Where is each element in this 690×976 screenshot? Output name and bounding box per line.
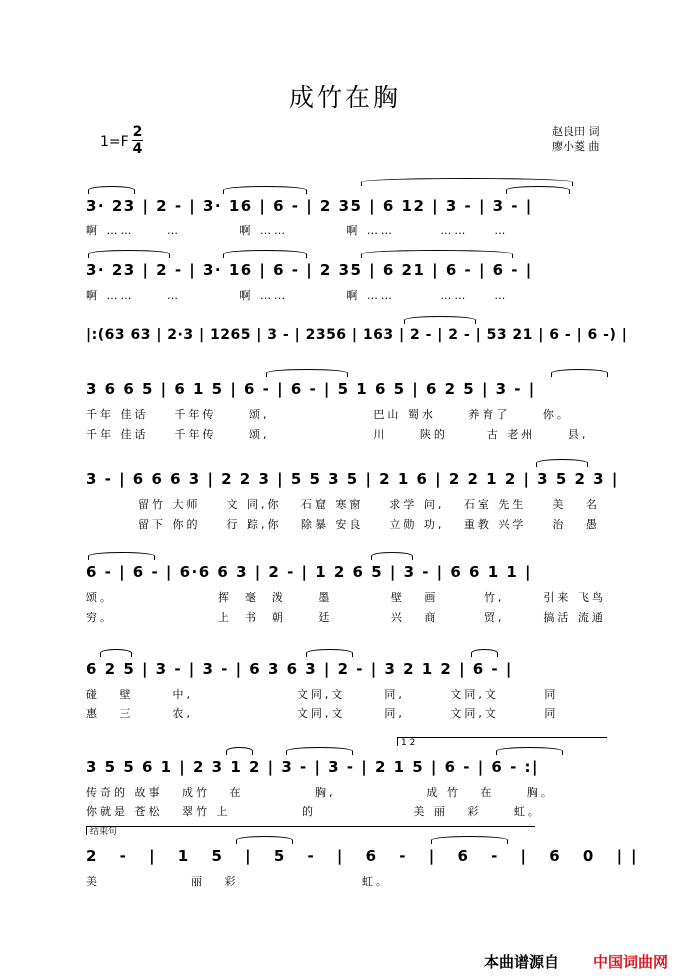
source-label: 本曲谱源自 (484, 953, 560, 971)
lyric-line: 惠 三 农, 文同,文 同, 文同,文 同 (86, 707, 559, 720)
lyric-line: 穷。 上 书 朝 廷 兴 商 贸, 搞活 流通 (86, 611, 606, 624)
score-row-1 (86, 192, 616, 220)
lyric-line: 你就是 苍松 翠竹 上 的 美 丽 彩 虹。 (86, 805, 542, 818)
score-row-3 (86, 321, 628, 349)
lyric-line: 颂。 挥 毫 泼 墨 壁 画 竹, 引来 飞鸟 (86, 591, 606, 604)
notation-line: 6 2 5 | 3 - | 3 - | 6 3 6 3 | 2 - | 3 2 1 2 | 6 - | (86, 660, 513, 678)
score-row-9 (86, 842, 646, 870)
score-row-2 (86, 256, 616, 284)
lyric-line: 啊 …… … 啊 …… 啊 …… …… … (86, 289, 509, 302)
ending-bracket: 结束句 (86, 826, 535, 835)
notation-line: 3· 23 | 2 - | 3· 16 | 6 - | 2 35 | 6 12 | 3 - | 3 - | (86, 197, 533, 215)
lyric-line: 千年 佳话 千年传 颂, 川 陕的 古 老州 县, (86, 428, 589, 441)
notation-line: 3 - | 6 6 6 3 | 2 2 3 | 5 5 3 5 | 2 1 6 | 2 2 1 2 | 3 5 2 3 | (86, 470, 619, 488)
notation-line: 2 - | 1 5 | 5 - | 6 - | 6 - | 6 0 || (86, 847, 646, 865)
time-numerator: 2 (132, 124, 143, 140)
volta-bracket: 1 2 (397, 737, 607, 746)
time-denominator: 4 (132, 141, 143, 157)
notation-line: 3 6 6 5 | 6 1 5 | 6 - | 6 - | 5 1 6 5 | 6 2 5 | 3 - | (86, 380, 536, 398)
notation-line: 6 - | 6 - | 6·6 6 3 | 2 - | 1 2 6 5 | 3 - | 6 6 1 1 | (86, 563, 532, 581)
score-row-6 (86, 558, 616, 586)
song-title: 成竹在胸 (288, 83, 401, 112)
lyric-line: 留下 你的 行 踪,你 除暴 安良 立勋 功, 重教 兴学 治 愚 (86, 518, 600, 531)
score-row-7 (86, 655, 616, 683)
lyric-line: 啊 …… … 啊 …… 啊 …… …… … (86, 224, 509, 237)
site-link[interactable]: 中国词曲网 (593, 953, 669, 971)
notation-line: 3 5 5 6 1 | 2 3 1 2 | 3 - | 3 - | 2 1 5 | 6 - | 6 - :| (86, 758, 540, 776)
lyricist-credit: 赵良田 词 (552, 125, 600, 138)
composer-credit: 廖小菱 曲 (552, 140, 600, 153)
lyric-line: 千年 佳话 千年传 颂, 巴山 蜀水 养育了 你。 (86, 408, 571, 421)
time-signature (132, 124, 143, 157)
lyric-line: 碰 壁 中, 文同,文 同, 文同,文 同 (86, 688, 559, 701)
score-row-8 (86, 753, 616, 781)
key-signature: 1=F (100, 134, 129, 150)
lyric-line: 留竹 大师 文 同,你 石窟 寒窗 求学 问, 石室 先生 美 名 (86, 498, 600, 511)
notation-line: |:(63 63 | 2·3 | 1265 | 3 - | 2356 | 163 | 2 - | 2 - | 53 21 | 6 - | 6 -) | (86, 327, 628, 343)
credits (552, 124, 600, 154)
notation-line: 3· 23 | 2 - | 3· 16 | 6 - | 2 35 | 6 21 | 6 - | 6 - | (86, 261, 533, 279)
score-row-5 (86, 465, 619, 493)
lyric-line: 传奇的 故事 成竹 在 胸, 成 竹 在 胸。 (86, 786, 555, 799)
lyric-line: 美 丽 彩 虹。 (86, 875, 390, 888)
score-row-4 (86, 375, 616, 403)
